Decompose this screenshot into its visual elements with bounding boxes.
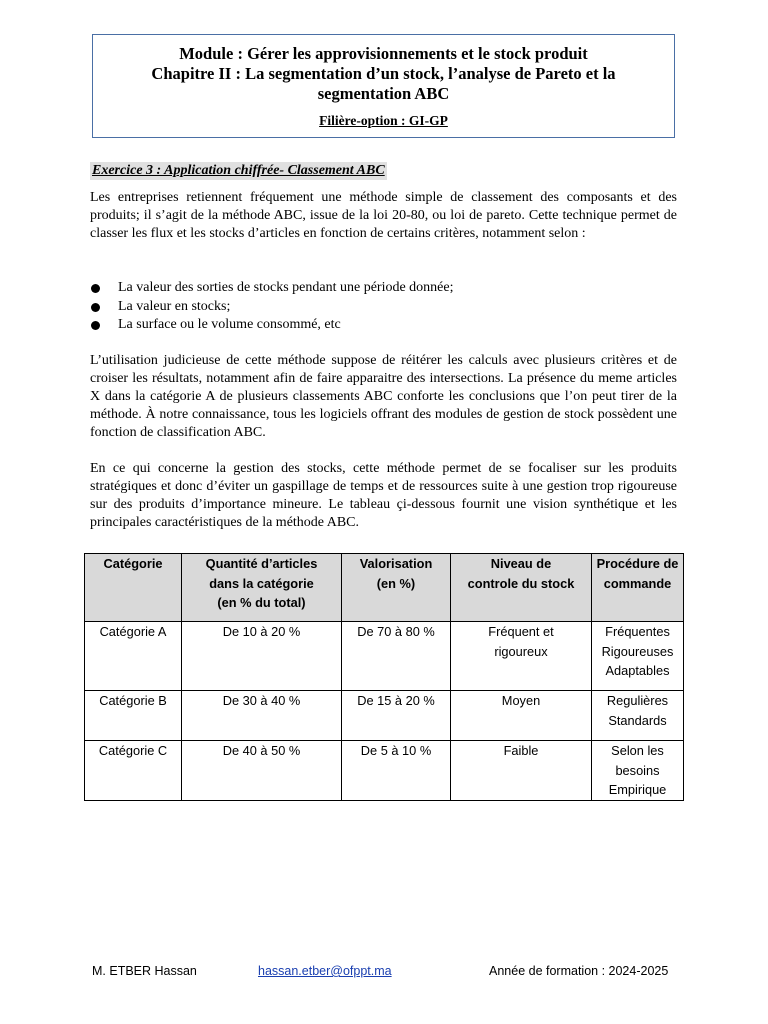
table-cell: Fréquent et rigoureux — [451, 622, 592, 691]
table-row — [85, 622, 684, 691]
table-cell: De 10 à 20 % — [182, 622, 342, 691]
document-header — [92, 34, 675, 138]
table-cell: Regulières Standards — [592, 691, 684, 741]
stock-management-paragraph: En ce qui concerne la gestion des stocks, cette méthode permet de se focaliser sur les produits stratégiques et donc d’éviter un gaspillage de temps et de ressources suite à une gestion trop rigoureuse sur des produits d’importance mineure. Le tableau çi-dessous fournit une vision synthétique et les principales caractéristiques de la méthode ABC. — [90, 461, 677, 530]
bullet-icon — [91, 321, 100, 330]
table-cell: De 40 à 50 % — [182, 741, 342, 801]
table-header-row — [85, 554, 684, 622]
footer-author: M. ETBER Hassan — [92, 964, 197, 978]
table-cell: Fréquentes Rigoureuses Adaptables — [592, 622, 684, 691]
table-row — [85, 691, 684, 741]
criteria-list — [90, 279, 454, 335]
module-title: Module : Gérer les approvisionnements et le stock produit — [179, 44, 588, 63]
exercise-title: Exercice 3 : Application chiffrée- Classement ABC — [92, 163, 385, 178]
table-cell: Faible — [451, 741, 592, 801]
table-cell: De 30 à 40 % — [182, 691, 342, 741]
footer-email-link[interactable]: hassan.etber@ofppt.ma — [258, 964, 392, 978]
footer-year: Année de formation : 2024-2025 — [489, 964, 669, 978]
header-cell: Procédure de commande — [592, 554, 684, 622]
list-item: La valeur en stocks; — [90, 298, 454, 317]
bullet-icon — [91, 284, 100, 293]
table-cell: De 5 à 10 % — [342, 741, 451, 801]
bullet-icon — [91, 303, 100, 312]
table-cell: De 70 à 80 % — [342, 622, 451, 691]
header-cell: Valorisation (en %) — [342, 554, 451, 622]
table-cell: De 15 à 20 % — [342, 691, 451, 741]
table-cell: Catégorie C — [85, 741, 182, 801]
table-cell: Catégorie A — [85, 622, 182, 691]
method-paragraph: L’utilisation judicieuse de cette méthode suppose de réitérer les calculs avec plusieurs critères et de croiser les résultats, notamment afin de faire apparaitre des intersections. La présence du meme articles X dans la catégorie A de plusieurs classements ABC conforte les conclusions que l’on peut tirer de la méthode. À notre connaissance, tous les logiciels offrant des modules de gestion de stock possèdent une fonction de classification ABC. — [90, 353, 677, 440]
chapter-title: Chapitre II : La segmentation d’un stock, l’analyse de Pareto et la — [151, 64, 616, 83]
table-cell: Catégorie B — [85, 691, 182, 741]
list-item: La surface ou le volume consommé, etc — [90, 316, 454, 335]
table-cell: Moyen — [451, 691, 592, 741]
table-row — [85, 741, 684, 801]
filiere-option: Filière-option : GI-GP — [319, 113, 448, 128]
abc-table — [84, 553, 684, 801]
header-cell: Niveau de controle du stock — [451, 554, 592, 622]
chapter-title-continued: segmentation ABC — [317, 84, 450, 103]
list-item: La valeur des sorties de stocks pendant une période donnée; — [90, 279, 454, 298]
header-cell: Catégorie — [85, 554, 182, 622]
table-cell: Selon les besoins Empirique — [592, 741, 684, 801]
header-cell: Quantité d’articles dans la catégorie (en % du total) — [182, 554, 342, 622]
intro-paragraph: Les entreprises retiennent fréquement une méthode simple de classement des composants et des produits; il s’agit de la méthode ABC, issue de la loi 20-80, ou loi de pareto. Cette technique permet de classer les flux et les stocks d’articles en fonction de certains critères, notamment selon : — [90, 190, 677, 241]
